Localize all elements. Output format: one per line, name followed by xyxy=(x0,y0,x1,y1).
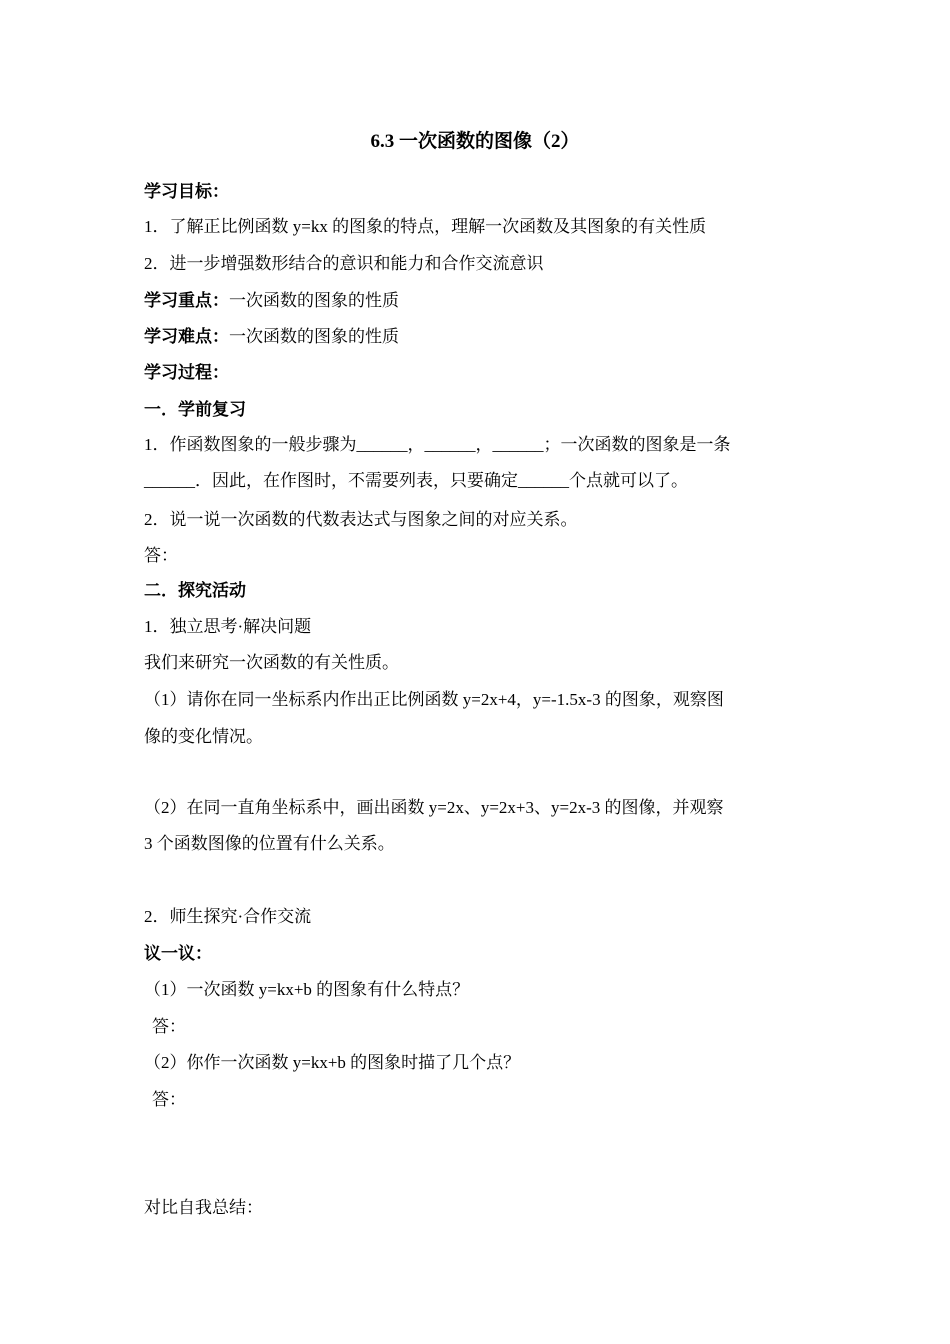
review-answer-label: 答： xyxy=(144,546,178,565)
page-title: 6.3 一次函数的图像（2） xyxy=(370,131,580,152)
activity-intro: 我们来研究一次函数的有关性质。 xyxy=(144,653,399,672)
problem-1-line-1: （1）请你在同一坐标系内作出正比例函数 y=2x+4，y=-1.5x-3 的图象，观察图 xyxy=(144,690,724,709)
section1-heading: 一．学前复习 xyxy=(144,400,246,419)
self-summary-label: 对比自我总结： xyxy=(144,1198,263,1217)
review-question-2: 2．说一说一次函数的代数表达式与图象之间的对应关系。 xyxy=(144,510,578,529)
objectives-heading: 学习目标： xyxy=(144,182,229,201)
difficulty-point xyxy=(144,324,399,350)
review-question-1-line-2: ______．因此，在作图时，不需要列表，只要确定______个点就可以了。 xyxy=(144,471,688,490)
activity-subheading-2: 2．师生探究·合作交流 xyxy=(144,907,312,926)
review-question-1-line-1: 1．作函数图象的一般步骤为______，______，______；一次函数的图象是一条 xyxy=(144,435,731,454)
discussion-heading: 议一议： xyxy=(144,944,212,963)
difficulty-text: 一次函数的图象的性质 xyxy=(229,327,399,346)
objective-item-1: 1．了解正比例函数 y=kx 的图象的特点，理解一次函数及其图象的有关性质 xyxy=(144,217,707,236)
discussion-answer-2-label: 答： xyxy=(152,1090,186,1109)
key-point-text: 一次函数的图象的性质 xyxy=(229,291,399,310)
section2-heading: 二．探究活动 xyxy=(144,581,246,600)
objective-item-2: 2．进一步增强数形结合的意识和能力和合作交流意识 xyxy=(144,254,544,273)
discussion-question-1: （1）一次函数 y=kx+b 的图象有什么特点？ xyxy=(144,980,470,999)
process-heading: 学习过程： xyxy=(144,363,229,382)
difficulty-label: 学习难点： xyxy=(144,327,229,346)
discussion-answer-1-label: 答： xyxy=(152,1017,186,1036)
problem-2-line-2: 3 个函数图像的位置有什么关系。 xyxy=(144,834,395,853)
problem-1-line-2: 像的变化情况。 xyxy=(144,727,263,746)
problem-2-line-1: （2）在同一直角坐标系中，画出函数 y=2x、y=2x+3、y=2x-3 的图像，并观察 xyxy=(144,798,724,817)
key-point xyxy=(144,288,399,314)
key-point-label: 学习重点： xyxy=(144,291,229,310)
activity-subheading-1: 1．独立思考·解决问题 xyxy=(144,617,312,636)
discussion-question-2: （2）你作一次函数 y=kx+b 的图象时描了几个点？ xyxy=(144,1053,521,1072)
